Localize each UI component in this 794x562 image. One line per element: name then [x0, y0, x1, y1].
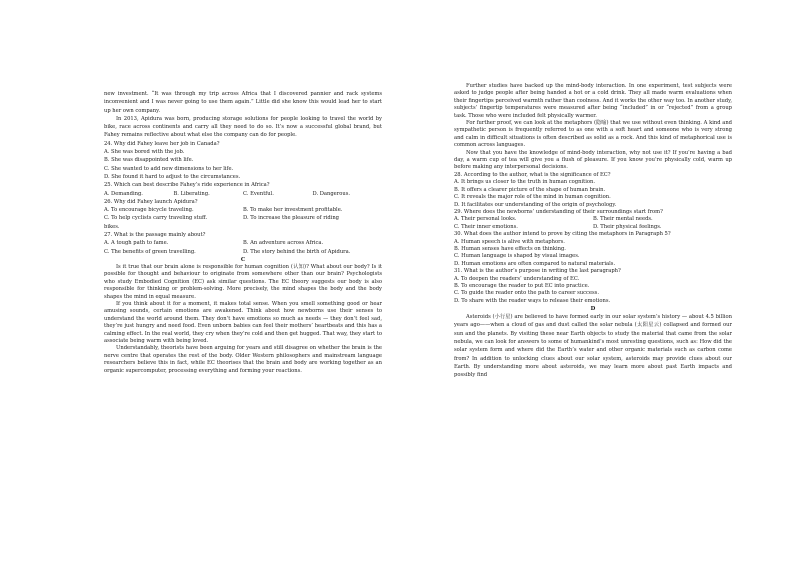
option-row: [454, 216, 732, 223]
option-row: [104, 206, 382, 214]
option: B. Their mental needs.: [593, 216, 653, 223]
paragraph: Understandably, theorists have been arguing for years and still disagree on whether the brain is the nerve centre that operates the rest of the body. Older Western philosophers and mainstream language researchers believe this in fact, while EC theorises that the brain and body are working together as an organic supercomputer, processing everything and forming your reactions.: [104, 345, 382, 374]
option-row: [104, 214, 382, 222]
option: A. She was bored with the job.: [104, 149, 185, 156]
paragraph: Now that you have the knowledge of mind-body interaction, why not use it? If you’re having a bad day, a warm cup of tea will give you a flush of pleasure. If you know you’re physically cold, warm up before making any interpersonal decisions.: [454, 149, 732, 171]
option: B. To make her investment profitable.: [243, 207, 343, 214]
option: B. Human senses have effects on thinking.: [454, 245, 566, 252]
option-row: [104, 190, 382, 198]
option-continuation: bikes.: [104, 223, 120, 230]
paragraph: Asteroids (小行星) are believed to have formed early in our solar system’s history — about 4.5 billion years ago——when a cloud of gas and dust called the solar nebula (太阳星云) collapsed and formed our sun and the planets. By visiting these near Earth objects to study the material that came from the solar nebula, we can look for answers to some of humankind’s most unresting questions, such as: How did the solar system form and where did the Earth’s water and other organic materials such as carbon come from? In addition to unlocking clues about our solar system, asteroids may provide clues about our Earth. By understanding more about asteroids, we may learn more about past Earth impacts and possibly find: [454, 314, 732, 379]
question-27: 27. What is the passage mainly about?: [104, 232, 206, 239]
option: A. Demanding.: [104, 190, 143, 197]
option: B. It offers a clearer picture of the shape of human brain.: [454, 186, 606, 193]
question-28: 28. According to the author, what is the significance of EC?: [454, 171, 611, 178]
option: A. To encourage bicycle traveling.: [104, 207, 194, 214]
option: D. Human emotions are often compared to natural materials.: [454, 260, 616, 267]
option: C. Human language is shaped by visual images.: [454, 253, 580, 260]
option: D. She found it hard to adjust to the circumstances.: [104, 173, 241, 180]
section-heading-d: D: [590, 306, 596, 313]
paragraph: In 2013, Apidura was born, producing storage solutions for people looking to travel the world by bike, race across continents and carry all they need to do so. It’s now a successful global brand, but Fahey remains reflective about what else the company can do for people.: [104, 115, 382, 139]
option: A. A tough path to fame.: [104, 240, 169, 247]
paragraph: If you think about it for a moment, it makes total sense. When you smell something good or hear amusing sounds, certain emotions are awakened. Think about how newborns use their senses to understand the world around them. They don’t have emotions so much as needs — they don’t feel sad, they’re just hungry and need food. Even unborn babies can feel their mothers’ heartbeats and this has a calming effect. In the real world, they cry when they’re cold and then get hugged. That way, they start to associate being warm with being loved.: [104, 300, 382, 344]
option: B. Liberating.: [173, 190, 210, 197]
option-row: [104, 239, 382, 247]
question-29: 29. Where does the newborns’ understanding of their surroundings start from?: [454, 208, 663, 215]
paragraph: For further proof, we can look at the metaphors (隐喻) that we use without even thinking. A kind and sympathetic person is frequently referred to as one with a soft heart and someone who is very strong and calm in difficult situations is often described as solid as a rock. And this kind of metaphorical use is common across languages.: [454, 120, 732, 149]
left-column: [104, 90, 382, 375]
option: C. Their inner emotions.: [454, 223, 518, 230]
option-row: [454, 224, 732, 231]
paragraph: new investment. “It was through my trip across Africa that I discovered pannier and rack systems inconvenient and I was never going to use them again.” Little did she know this would lead her to start up her own company.: [104, 91, 382, 114]
option: B. An adventure across Africa.: [243, 240, 324, 247]
option: D. It facilitates our understanding of the origin of psychology.: [454, 201, 617, 208]
right-column: [454, 83, 732, 380]
option: A. Human speech is alive with metaphors.: [454, 238, 565, 245]
option: A. It brings us closer to the truth in human cognition.: [454, 179, 595, 186]
paragraph: Is it true that our brain alone is responsible for human cognition (认知)? What about our body? Is it possible for thought and behaviour to originate from somewhere other than our brain? Psychologists who study Embodied Cognition (EC) ask similar questions. The EC theory suggests our body is also responsible for thinking or problem-solving. More precisely, the mind shapes the body and the body shapes the mind in equal measure.: [104, 263, 382, 300]
option: D. To share with the reader ways to release their emotions.: [454, 297, 611, 304]
question-31: 31. What is the author’s purpose in writing the last paragraph?: [454, 268, 621, 275]
option: D. Their physical feelings.: [593, 223, 662, 230]
section-heading-c: C: [240, 256, 246, 263]
option: D. Dangerous.: [312, 190, 351, 197]
option: B. She was disappointed with life.: [104, 157, 194, 164]
option: A. To deepen the readers’ understanding of EC.: [454, 275, 580, 282]
option: D. The story behind the birth of Apidura.: [243, 248, 351, 255]
question-26: 26. Why did Fahey launch Apidura?: [104, 198, 198, 205]
option: B. To encourage the reader to put EC into practice.: [454, 282, 590, 289]
option: C. Eventful.: [243, 190, 274, 197]
question-24: 24. Why did Fahey leave her job in Canada?: [104, 140, 220, 147]
option-row: [104, 248, 382, 256]
option: D. To increase the pleasure of riding: [243, 215, 339, 222]
question-25: 25. Which can best describe Fahey’s ride experience in Africa?: [104, 182, 270, 189]
option: C. To guide the reader onto the path to career success.: [454, 290, 599, 297]
option: C. The benefits of green travelling.: [104, 248, 196, 255]
paragraph: Further studies have backed up the mind-body interaction. In one experiment, test subjects were asked to judge people after being handed a hot or a cold drink. They all made warm evaluations when their fingertips perceived warmth rather than coolness. And it works the other way too. In another study, subjects’ fingertip temperatures were measured after being “included” in or “rejected” from a group task. Those who were included felt physically warmer.: [454, 83, 732, 119]
option: A. Their personal looks.: [454, 216, 517, 223]
option: C. To help cyclists carry traveling stuff.: [104, 215, 208, 222]
option: C. It reveals the major role of the mind in human cognition.: [454, 194, 611, 201]
question-30: 30. What does the author intend to prove by citing the metaphors in Paragraph 5?: [454, 231, 671, 238]
option: C. She wanted to add new dimensions to her life.: [104, 165, 234, 172]
